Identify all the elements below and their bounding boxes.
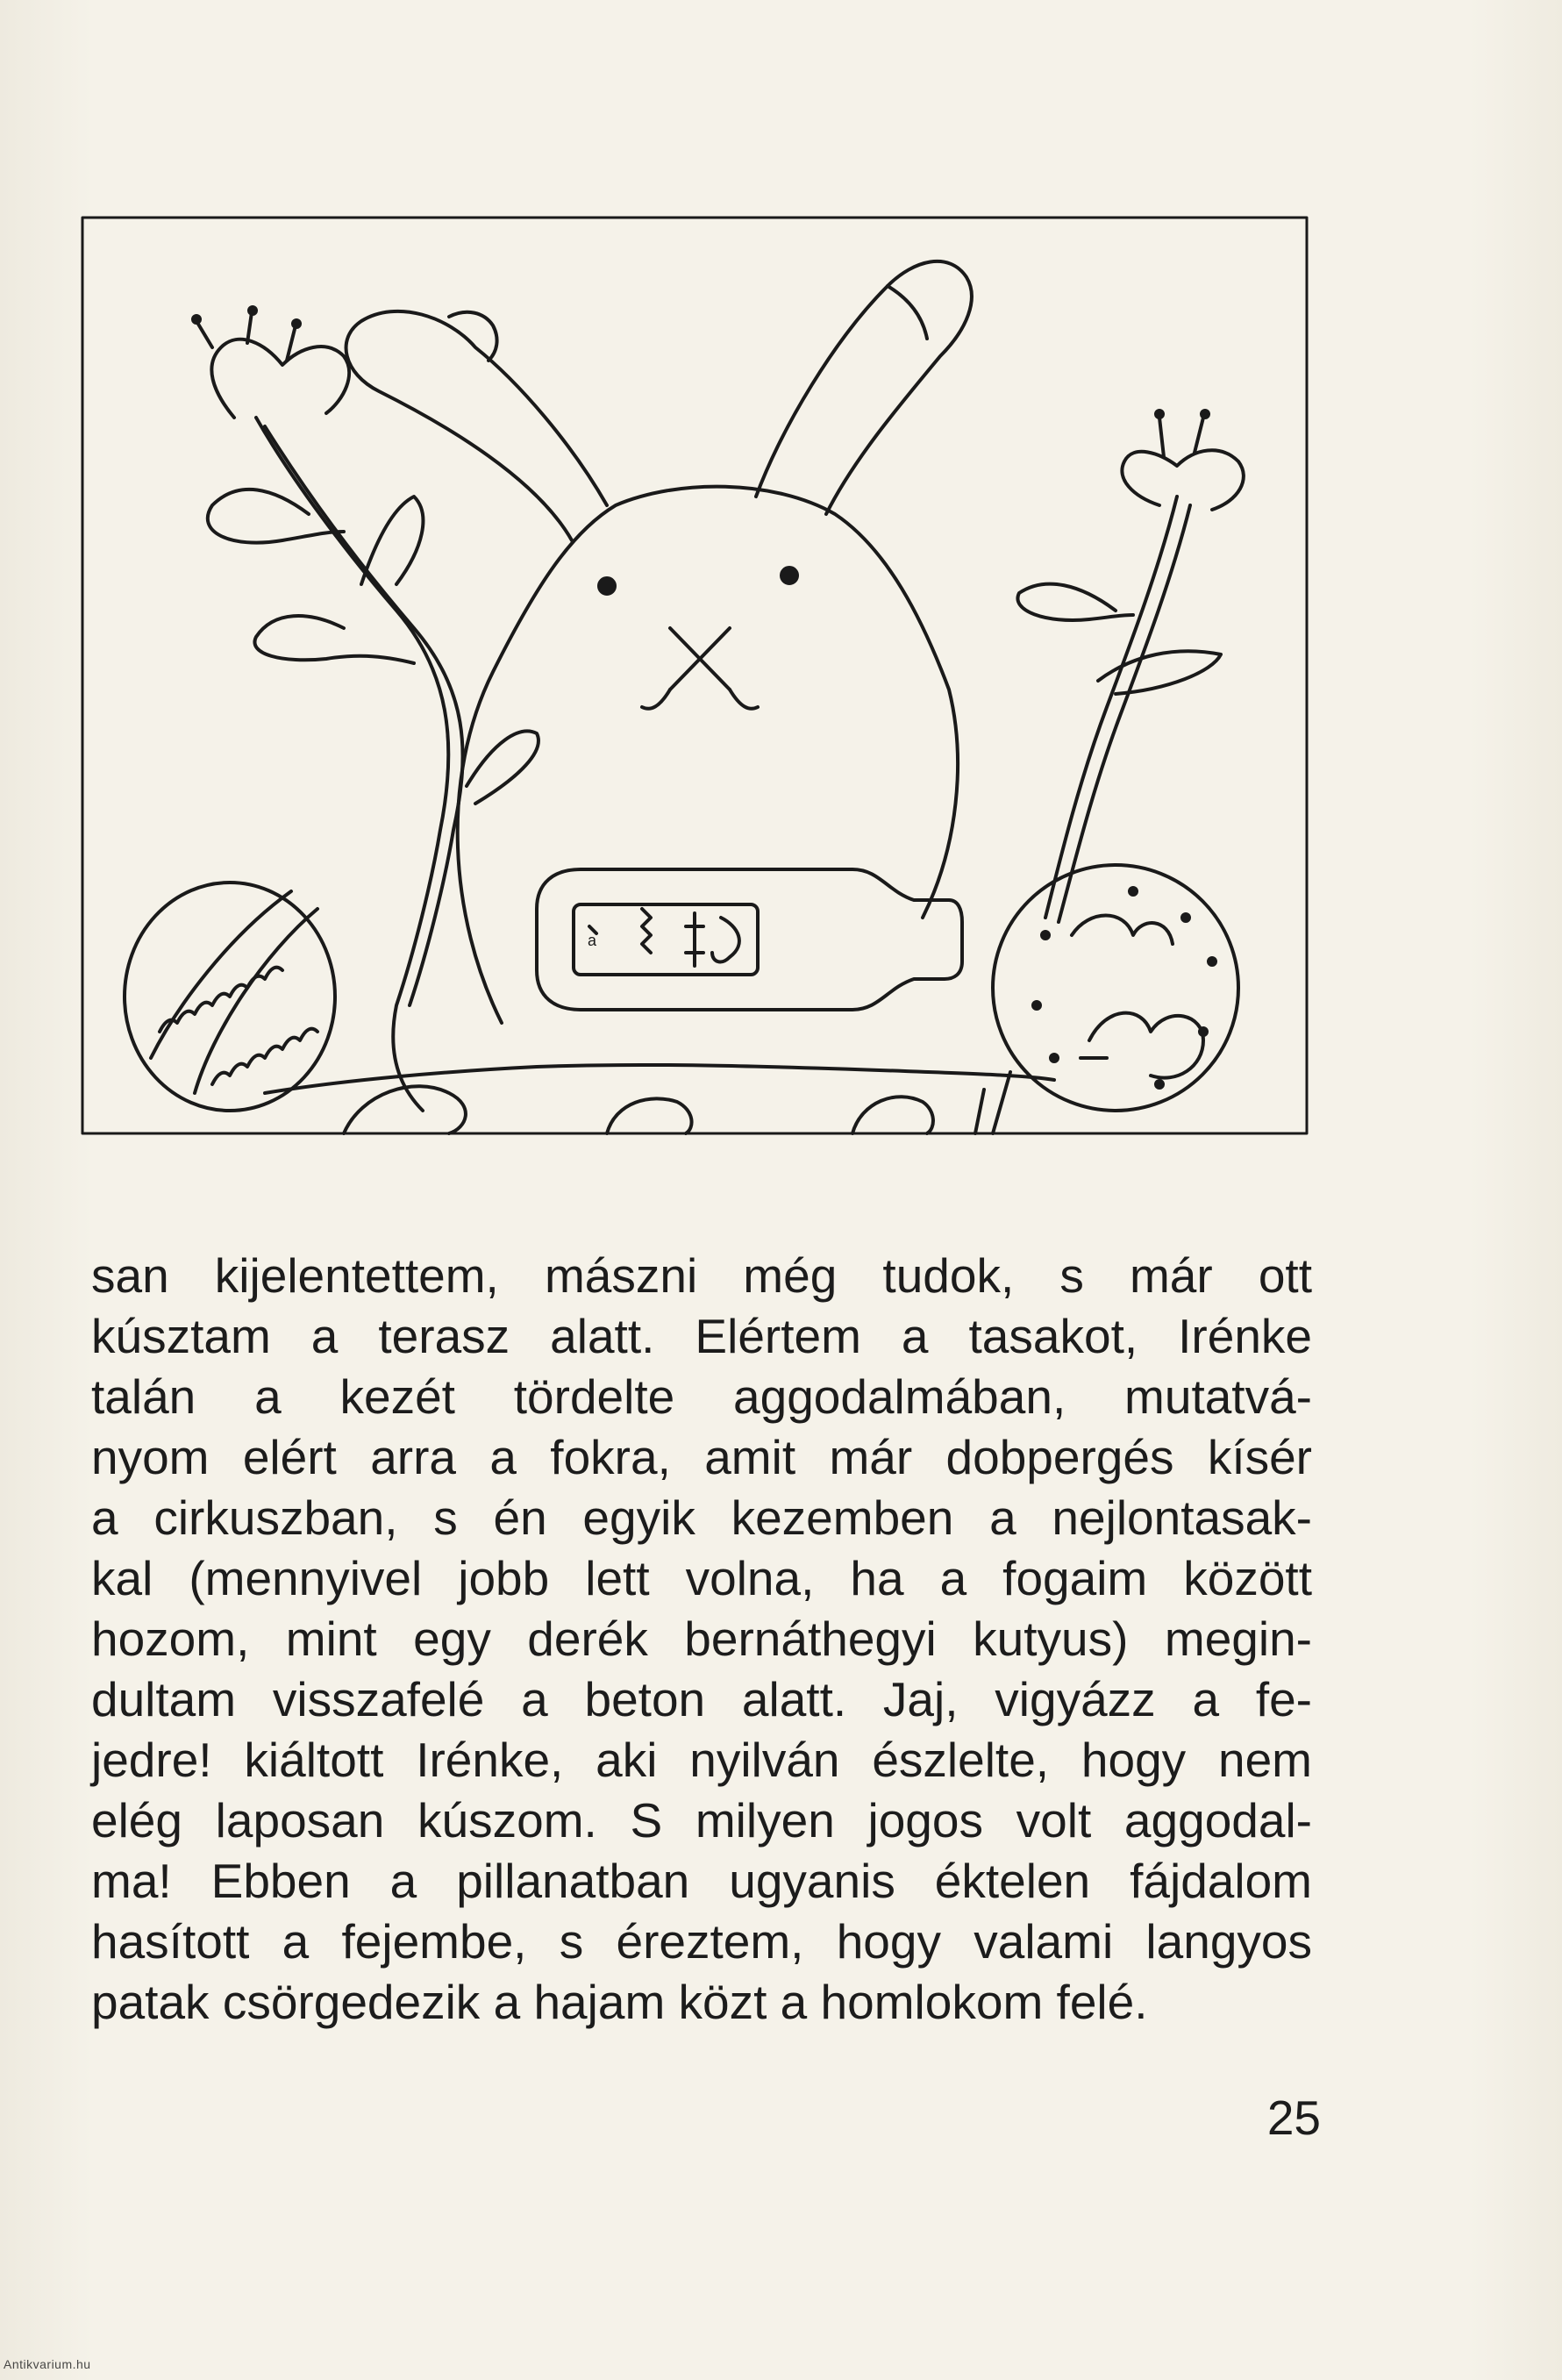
- text-line: hozom, mint egy derék bernáthegyi kutyus) megin-: [91, 1612, 1312, 1666]
- text-line: talán a kezét tördelte aggodalmában, mutatvá-: [91, 1369, 1312, 1424]
- text-line: jedre! kiáltott Irénke, aki nyilván észlelte, hogy nem: [91, 1733, 1312, 1787]
- illustration: [81, 216, 1309, 1135]
- page-number: 25: [1266, 2091, 1321, 2145]
- text-line: hasított a fejembe, s éreztem, hogy valami langyos: [91, 1914, 1312, 1969]
- text-line: dultam visszafelé a beton alatt. Jaj, vigyázz a fe-: [91, 1672, 1312, 1726]
- body-text: [91, 1246, 1312, 2033]
- svg-text:a: a: [588, 932, 597, 949]
- text-line: san kijelentettem, mászni még tudok, s már ott: [91, 1248, 1312, 1303]
- text-line: kal (mennyivel jobb lett volna, ha a fogaim között: [91, 1551, 1312, 1605]
- text-line: ma! Ebben a pillanatban ugyanis éktelen fájdalom: [91, 1854, 1312, 1908]
- watermark: Antikvarium.hu: [4, 2357, 91, 2371]
- text-line: kúsztam a terasz alatt. Elértem a tasakot, Irénke: [91, 1309, 1312, 1363]
- text-line: patak csörgedezik a hajam közt a homlokom felé.: [91, 1975, 1148, 2029]
- rabbit-drawing-icon: [81, 216, 1309, 1135]
- text-line: nyom elért arra a fokra, amit már dobpergés kísér: [91, 1430, 1312, 1484]
- text-line: elég laposan kúszom. S milyen jogos volt aggodal-: [91, 1793, 1312, 1848]
- text-line: a cirkuszban, s én egyik kezemben a nejlontasak-: [91, 1490, 1312, 1545]
